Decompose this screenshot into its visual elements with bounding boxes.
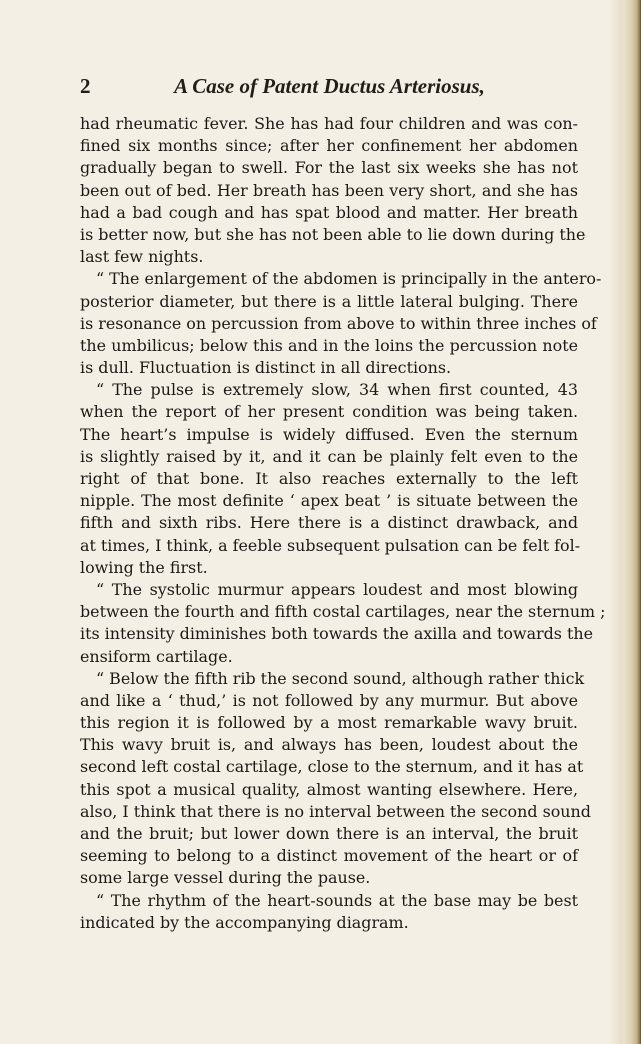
text-line: is better now, but she has not been able to lie down during the [80, 224, 586, 244]
text-line: some large vessel during the pause. [80, 868, 371, 888]
text-line: last few nights. [80, 247, 204, 267]
text-line: This wavy bruit is, and always has been, loudest about the [80, 735, 578, 755]
text-line: this spot a musical quality, almost wanting elsewhere. Here, [80, 779, 578, 799]
text-line: “ Below the fifth rib the second sound, although rather thick [96, 668, 585, 688]
text-line: “ The pulse is extremely slow, 34 when first counted, 43 [96, 380, 578, 400]
text-line: “ The enlargement of the abdomen is principally in the antero- [96, 269, 602, 289]
text-line: posterior diameter, but there is a little lateral bulging. There [80, 291, 578, 311]
text-line: “ The rhythm of the heart-sounds at the base may be best [96, 890, 578, 910]
text-line: lowing the first. [80, 557, 208, 577]
text-line: nipple. The most definite ‘ apex beat ’ is situate between the [80, 491, 578, 511]
text-line: is dull. Fluctuation is distinct in all directions. [80, 358, 452, 378]
page-header [80, 74, 567, 104]
text-line: had a bad cough and has spat blood and matter. Her breath [80, 202, 578, 222]
text-line: second left costal cartilage, close to the sternum, and it has at [80, 757, 584, 777]
text-line: indicated by the accompanying diagram. [80, 912, 409, 932]
text-line: fifth and sixth ribs. Here there is a distinct drawback, and [80, 513, 578, 533]
page-edge-shadow [609, 0, 623, 1044]
text-line: fined six months since; after her confinement her abdomen [80, 136, 578, 156]
page-number: 2 [80, 74, 91, 98]
text-line: between the fourth and fifth costal cartilages, near the sternum ; [80, 602, 606, 622]
body-text [80, 113, 606, 934]
text-line: when the report of her present condition was being taken. [80, 402, 578, 422]
text-line: is slightly raised by it, and it can be plainly felt even to the [80, 446, 578, 466]
text-line: its intensity diminishes both towards the axilla and towards the [80, 624, 594, 644]
text-line: ensiform cartilage. [80, 646, 233, 666]
running-title: A Case of Patent Ductus Arteriosus, [174, 74, 485, 98]
text-line: right of that bone. It also reaches externally to the left [80, 469, 578, 488]
text-line: is resonance on percussion from above to within three inches of [80, 313, 597, 333]
text-line: The heart’s impulse is widely diffused. Even the sternum [80, 424, 578, 444]
text-line: had rheumatic fever. She has had four children and was con- [80, 114, 578, 133]
text-line: “ The systolic murmur appears loudest and most blowing [96, 579, 578, 599]
text-line: seeming to belong to a distinct movement of the heart or of [80, 846, 578, 866]
text-line: and the bruit; but lower down there is an interval, the bruit [80, 824, 578, 843]
text-line: gradually began to swell. For the last six weeks she has not [80, 158, 578, 178]
text-line: and like a ‘ thud,’ is not followed by any murmur. But above [80, 690, 578, 710]
book-fore-edge [623, 0, 641, 1044]
text-line: at times, I think, a feeble subsequent pulsation can be felt fol- [80, 535, 581, 555]
text-line: the umbilicus; below this and in the loins the percussion note [80, 335, 578, 355]
text-line: this region it is followed by a most remarkable wavy bruit. [80, 713, 578, 733]
text-line: also, I think that there is no interval between the second sound [80, 801, 591, 821]
text-line: been out of bed. Her breath has been very short, and she has [80, 180, 578, 200]
